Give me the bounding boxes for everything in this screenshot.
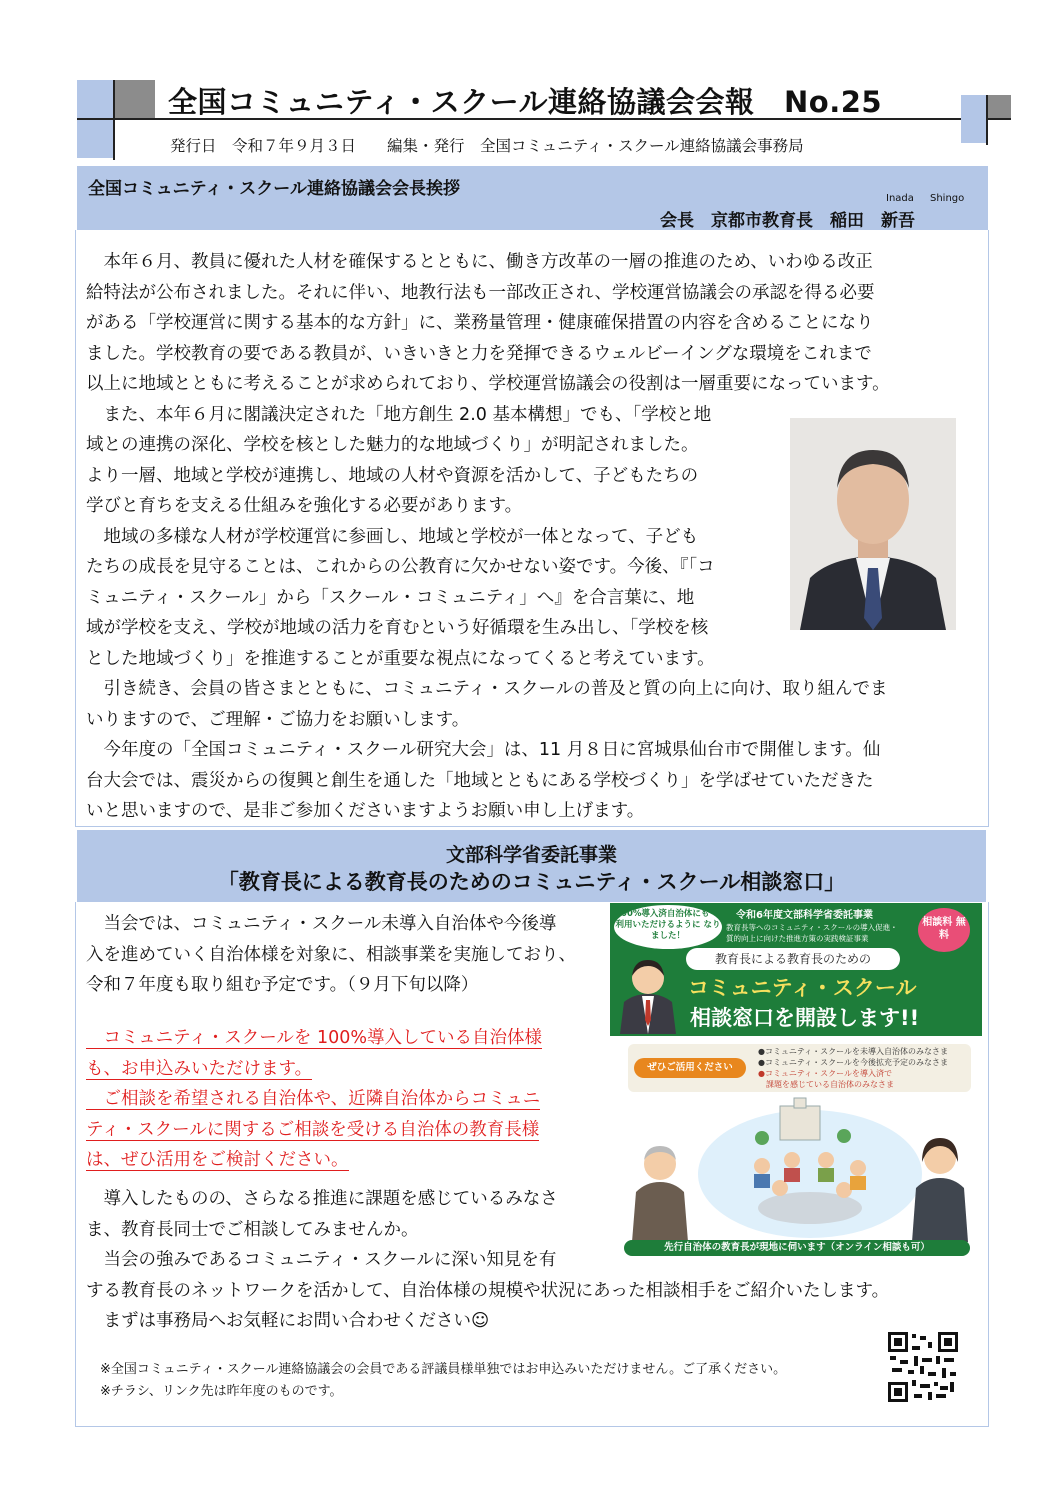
greeting-line: より一層、地域と学校が連携し、地域の人材や資源を活かして、子どもたちの — [86, 465, 699, 486]
greeting-line: たちの成長を見守ることは、これからの公教育に欠かせない姿です。今後、『「コ — [86, 557, 715, 577]
consult-title-line2: 「教育長による教育長のためのコミュニティ・スクール相談窓口」 — [217, 870, 846, 894]
greeting-line: いりますので、ご理解・ご協力をお願いします。 — [86, 709, 470, 730]
newsletter-title: 全国コミュニティ・スクール連絡協議会会報 No.25 — [168, 85, 883, 119]
ruby-shingo: Shingo — [930, 193, 965, 204]
greeting-line: 域との連携の深化、学校を核とした魅力的な地域づくり」が明記されました。 — [86, 435, 699, 455]
portrait-photo — [790, 418, 956, 630]
red-line: コミュニティ・スクールを 100%導入している自治体様 — [86, 1028, 542, 1048]
greeting-line: とした地域づくり」を推進することが重要な視点になってくると考えています。 — [86, 648, 715, 669]
greeting-line: 給特法が公布されました。それに伴い、地教行法も一部改正され、学校運営協議会の承認を得る必要 — [86, 282, 875, 303]
consult-notes — [100, 1359, 786, 1403]
issue-info: 発行日 令和７年９月３日 編集・発行 全国コミュニティ・スクール連絡協議会事務局 — [170, 137, 804, 155]
header-decor-block — [77, 80, 115, 118]
consult-line: 入を進めていく自治体様を対象に、相談事業を実施しており、 — [86, 944, 576, 965]
greeting-line: ました。学校教育の要である教員が、いきいきと力を発揮できるウェルビーイングな環境をこれまで — [86, 343, 872, 364]
flyer-man-illustration — [614, 950, 682, 1034]
header-decor-line — [113, 80, 115, 160]
greeting-line: 以上に地域とともに考えることが求められており、学校運営協議会の役割は一層重要になっています。 — [86, 374, 890, 394]
greeting-line: また、本年６月に閣議決定された「地方創生 2.0 基本構想」でも、「学校と地 — [86, 404, 712, 425]
greeting-body — [86, 247, 890, 827]
flyer-targets — [758, 1046, 948, 1090]
red-line: は、ぜひ活用をご検討ください。 — [86, 1150, 349, 1170]
note-line: ※全国コミュニティ・スクール連絡協議会の会員である評議員様単独ではお申込みいただけません。ご了承ください。 — [100, 1362, 787, 1377]
greeting-section-title: 全国コミュニティ・スクール連絡協議会会長挨拶 — [88, 179, 460, 199]
consult-line: する教育長のネットワークを活かして、自治体様の規模や状況にあった相談相手をご紹介いたします。 — [86, 1280, 890, 1301]
greeting-line: 学びと育ちを支える仕組みを強化する必要があります。 — [86, 496, 523, 516]
consult-line: 令和７年度も取り組む予定です。（９月下旬以降） — [86, 975, 479, 995]
header-decor-block — [77, 118, 115, 158]
consult-line: 導入したものの、さらなる推進に課題を感じているみなさ — [86, 1189, 558, 1209]
red-line: も、お申込みいただけます。 — [86, 1058, 313, 1079]
consult-line: まずは事務局へお気軽にお問い合わせください☺ — [86, 1311, 490, 1331]
greeting-line: ミュニティ・スクール」から「スクール・コミュニティ」へ』を合言葉に、地 — [86, 587, 695, 608]
flyer-big2: 相談窓口を開設します!! — [690, 1006, 920, 1030]
flyer-bottom-caption: 先行自治体の教育長が現地に伺います（オンライン相談も可） — [624, 1240, 970, 1256]
header-decor-block — [987, 95, 1011, 118]
flyer-top-sub: 教育長等へのコミュニティ・スクールの導入促進・ — [726, 923, 898, 932]
header-decor-block — [961, 95, 987, 143]
consult-line: ま、教育長同士でご相談してみませんか。 — [86, 1219, 419, 1240]
ruby-inada: Inada — [886, 193, 914, 204]
red-line: ティ・スクールに関するご相談を受ける自治体の教育長様 — [86, 1119, 540, 1140]
greeting-line: 今年度の「全国コミュニティ・スクール研究大会」は、11 月８日に宮城県仙台市で開催します。仙 — [86, 740, 881, 760]
flyer-free-badge: 相談料 無料 — [918, 908, 970, 952]
flyer-lead: 教育長による教育長のための — [686, 948, 900, 970]
flyer-big1: コミュニティ・スクール — [688, 976, 917, 1000]
greeting-line: 引き続き、会員の皆さまとともに、コミュニティ・スクールの普及と質の向上に向け、取り組んでま — [86, 679, 888, 699]
flyer-target: ●コミュニティ・スクールを今後拡充予定のみなさま — [758, 1058, 949, 1067]
greeting-line: 地域の多様な人材が学校運営に参画し、地域と学校が一体となって、子ども — [86, 526, 699, 547]
flyer-meeting-illustration — [612, 1096, 984, 1242]
consult-intro — [86, 909, 576, 1001]
consult-red-notice — [86, 1023, 542, 1176]
greeting-line: 域が学校を支え、学校が地域の活力を育むという好循環を生み出し、「学校を核 — [86, 618, 709, 638]
greeting-line: 本年６月、教員に優れた人材を確保するとともに、働き方改革の一層の推進のため、いわゆる改正 — [86, 252, 873, 272]
consult-title-line1: 文部科学省委託事業 — [445, 844, 617, 866]
flyer-top-small: 令和6年度文部科学省委託事業 — [736, 910, 873, 921]
flyer-target: ●コミュニティ・スクールを導入済で — [758, 1069, 893, 1078]
author-line: 会長 京都市教育長 稲田 新吾 — [660, 211, 915, 231]
flyer-target: ●コミュニティ・スクールを未導入自治体のみなさま — [758, 1047, 949, 1056]
qr-code[interactable] — [888, 1332, 958, 1402]
greeting-line: いと思いますので、是非ご参加くださいますようお願い申し上げます。 — [86, 801, 645, 821]
flyer-target: 課題を感じている自治体のみなさま — [758, 1080, 894, 1089]
header-decor-line — [986, 95, 988, 145]
flyer-top-sub: 質的向上に向けた推進方策の実践検証事業 — [726, 934, 869, 943]
note-line: ※チラシ、リンク先は昨年度のものです。 — [100, 1384, 343, 1399]
red-line: ご相談を希望される自治体や、近隣自治体からコミュニ — [86, 1089, 541, 1109]
flyer-use-label: ぜひご活用ください — [634, 1058, 746, 1078]
consult-line: 当会では、コミュニティ・スクール未導入自治体や今後導 — [86, 914, 557, 934]
consult-line: 当会の強みであるコミュニティ・スクールに深い知見を有 — [86, 1250, 557, 1270]
flyer-bubble: 100%導入済自治体にも ご利用いただけるように なりました！ — [614, 905, 722, 949]
header-decor-block — [115, 80, 155, 118]
greeting-line: がある「学校運営に関する基本的な方針」に、業務量管理・健康確保措置の内容を含めることになり — [86, 313, 874, 333]
greeting-line: 台大会では、震災からの復興と創生を通した「地域とともにある学校づくり」を学ばせていただきた — [86, 770, 874, 791]
